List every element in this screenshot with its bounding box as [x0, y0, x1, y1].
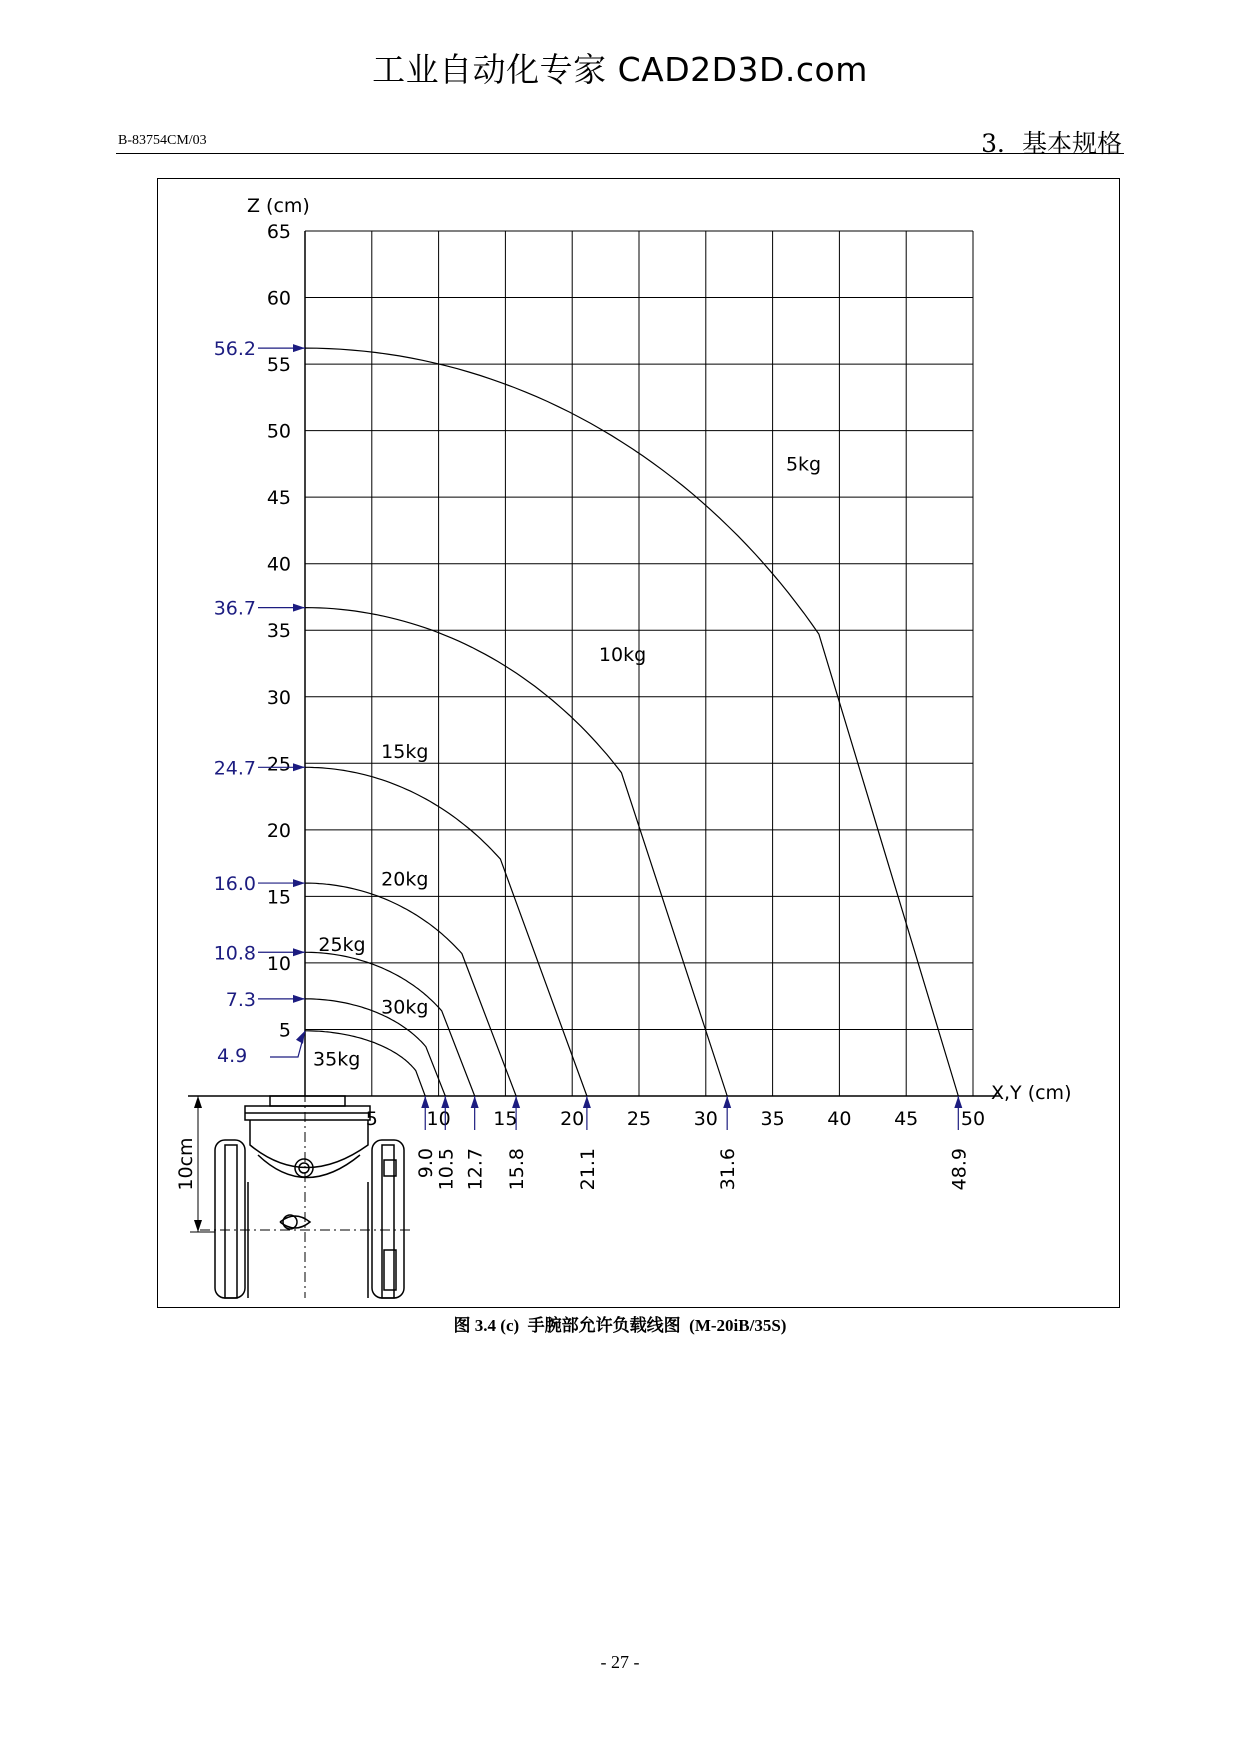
max-height-arrow-10kg [293, 604, 305, 612]
max-height-arrow-20kg [293, 879, 305, 887]
document-code: B-83754CM/03 [118, 133, 207, 148]
y-tick-label-5: 5 [278, 1019, 291, 1042]
max-height-label-15kg: 24.7 [213, 757, 256, 780]
curve-label-30kg: 30kg [381, 996, 429, 1019]
dimension-arrow-top [194, 1096, 202, 1108]
max-height-label-30kg: 7.3 [225, 988, 256, 1011]
left-fork [215, 1140, 245, 1298]
max-height-arrow-5kg [293, 344, 305, 352]
curve-label-10kg: 10kg [598, 643, 647, 666]
max-reach-label-15kg: 21.1 [576, 1148, 599, 1191]
load-curve-10kg [305, 608, 727, 1096]
left-fork-inner [225, 1145, 237, 1298]
y-tick-label-15: 15 [266, 886, 291, 909]
x-tick-label-20: 20 [560, 1108, 585, 1130]
max-reach-arrow-10kg [723, 1096, 731, 1108]
y-tick-label-35: 35 [266, 620, 291, 643]
max-reach-label-35kg: 9.0 [415, 1148, 438, 1179]
y-tick-label-40: 40 [266, 553, 291, 576]
x-tick-label-25: 25 [626, 1108, 652, 1130]
dimension-10cm [175, 1096, 245, 1232]
x-tick-label-15: 15 [493, 1108, 518, 1130]
max-height-label-5kg: 56.2 [213, 338, 256, 361]
max-reach-label-5kg: 48.9 [948, 1148, 971, 1191]
y-tick-label-30: 30 [266, 686, 291, 709]
figure-caption: 图 3.4 (c) 手腕部允许负载线图 (M-20iB/35S) [453, 1316, 787, 1335]
max-reach-label-30kg: 10.5 [435, 1148, 458, 1191]
x-tick-label-30: 30 [693, 1108, 718, 1130]
dimension-label: 10cm [175, 1137, 197, 1191]
max-reach-arrow-30kg [441, 1096, 449, 1108]
y-tick-label-25: 25 [266, 753, 291, 776]
y-tick-label-65: 65 [266, 221, 291, 243]
load-curve-15kg [305, 767, 587, 1096]
y-tick-label-10: 10 [266, 952, 291, 975]
flange-plate [270, 1096, 345, 1106]
load-curve-5kg [305, 348, 958, 1096]
curve-label-25kg: 25kg [318, 933, 366, 956]
x-axis-title: X,Y (cm) [991, 1082, 1072, 1104]
max-height-label-35kg: 4.9 [217, 1045, 248, 1067]
max-height-arrow-25kg [293, 948, 305, 956]
x-tick-label-35: 35 [760, 1108, 785, 1130]
y-tick-label-20: 20 [266, 819, 291, 842]
max-reach-label-25kg: 12.7 [464, 1148, 487, 1191]
max-reach-label-20kg: 15.8 [506, 1148, 529, 1191]
right-fork [372, 1140, 404, 1298]
load-curve-25kg [305, 952, 475, 1096]
section-title: 3．基本规格 [981, 129, 1122, 158]
curve-label-5kg: 5kg [785, 453, 822, 476]
max-reach-arrow-25kg [471, 1096, 479, 1108]
load-curves [305, 348, 958, 1096]
max-reach-arrow-20kg [512, 1096, 520, 1108]
page-number: - 27 - [600, 1652, 640, 1672]
max-height-arrow-35kg [296, 1031, 305, 1044]
max-reach-label-10kg: 31.6 [717, 1148, 740, 1191]
max-height-arrow-30kg [293, 995, 305, 1003]
y-tick-label-45: 45 [266, 487, 291, 510]
y-axis-title: Z (cm) [247, 195, 310, 217]
max-reach-arrow-5kg [954, 1096, 962, 1108]
max-reach-arrow-35kg [421, 1096, 429, 1108]
y-tick-label-50: 50 [266, 420, 291, 443]
x-tick-label-45: 45 [894, 1108, 919, 1130]
max-height-arrow-15kg [293, 763, 305, 771]
x-tick-label-40: 40 [827, 1108, 852, 1130]
watermark-text: 工业自动化专家 CAD2D3D.com [372, 50, 868, 89]
wrist-outline-drawing [200, 1092, 410, 1298]
x-tick-label-50: 50 [960, 1108, 986, 1130]
y-tick-label-55: 55 [266, 354, 291, 377]
max-height-label-10kg: 36.7 [213, 597, 256, 620]
x-tick-label-5: 5 [365, 1108, 378, 1130]
curve-label-35kg: 35kg [313, 1048, 361, 1071]
x-tick-label-10: 10 [426, 1108, 451, 1130]
curve-label-15kg: 15kg [381, 740, 429, 763]
curve-label-20kg: 20kg [381, 868, 429, 891]
max-height-label-25kg: 10.8 [213, 942, 256, 965]
max-height-label-20kg: 16.0 [213, 873, 256, 896]
y-tick-label-60: 60 [266, 287, 291, 310]
max-reach-arrow-15kg [583, 1096, 591, 1108]
